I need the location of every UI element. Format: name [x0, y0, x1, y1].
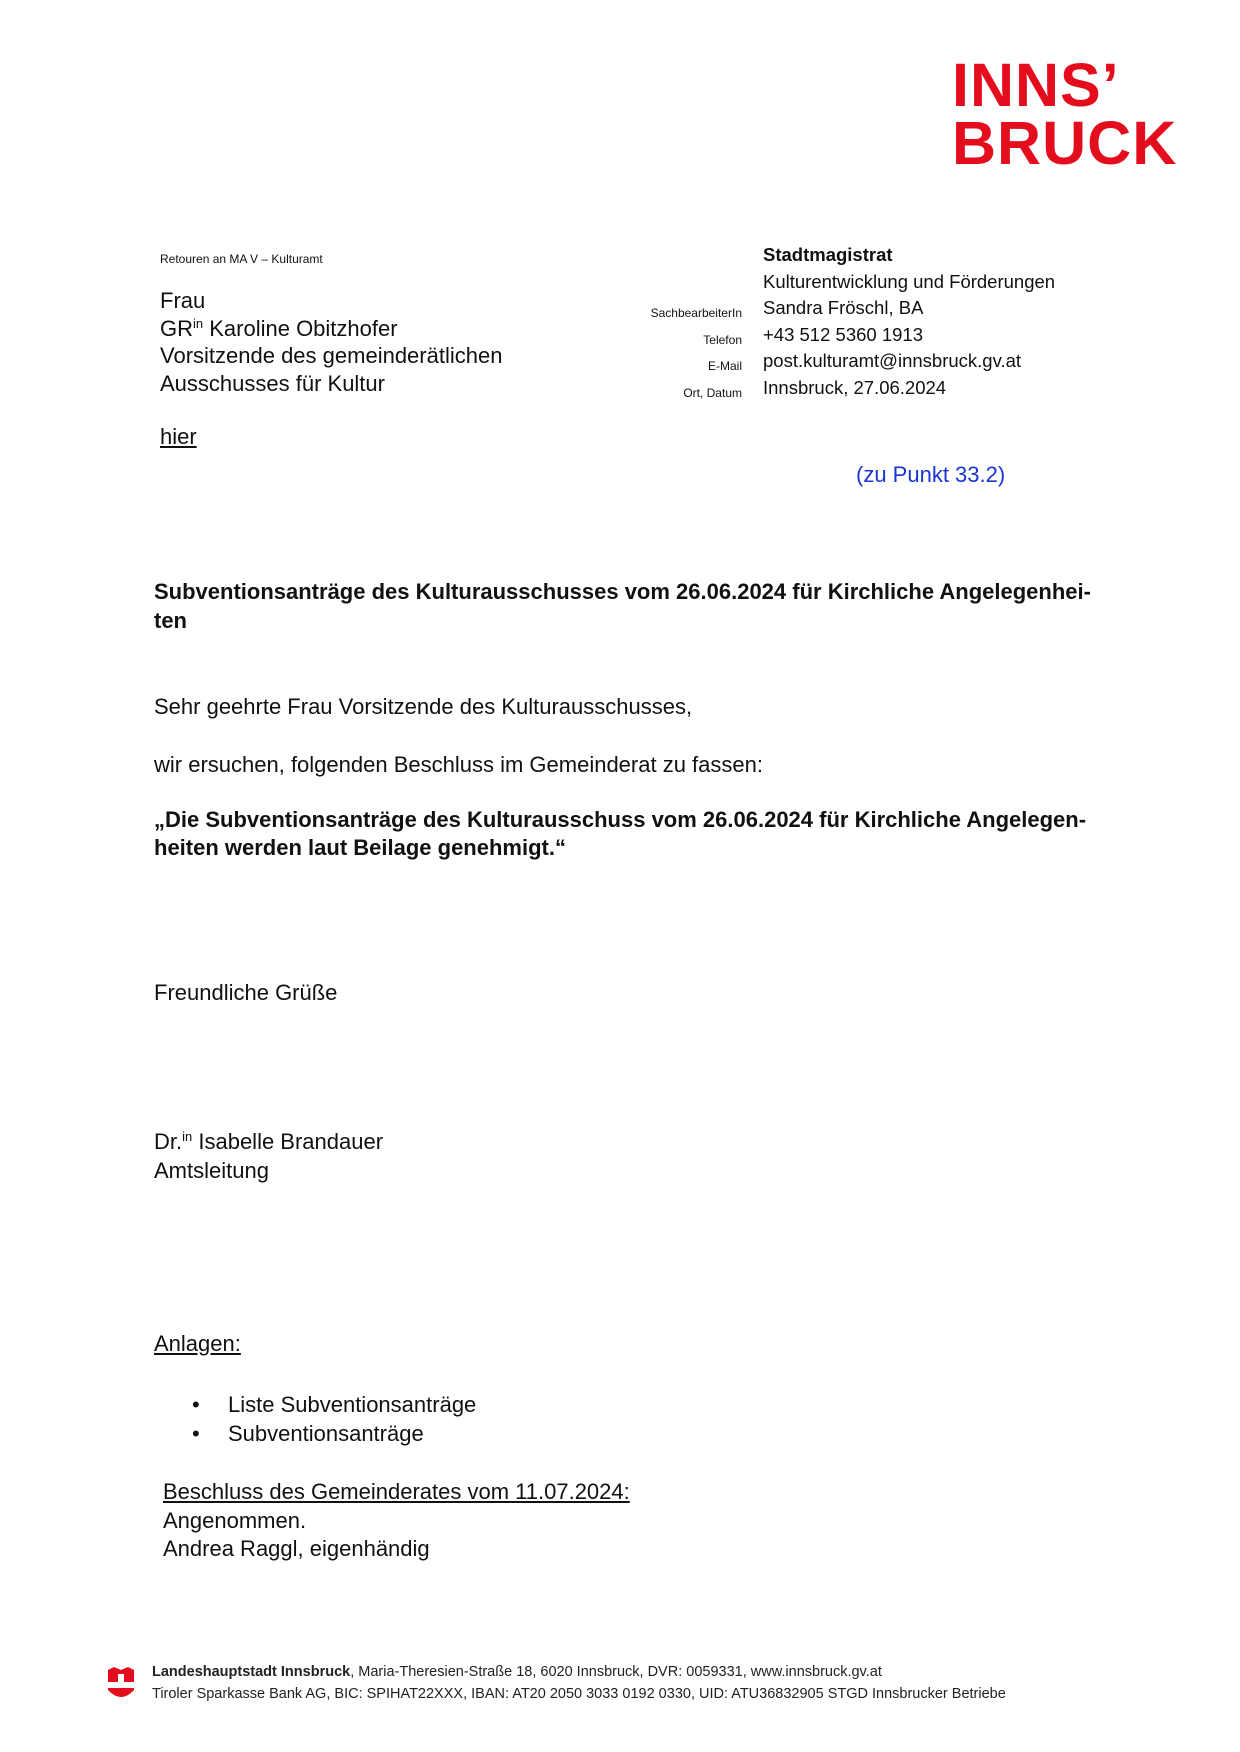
recipient-address — [160, 287, 502, 397]
recipient-name: Karoline Obitzhofer — [203, 315, 398, 341]
attachment-label: Subventionsanträge — [228, 1421, 424, 1446]
recipient-title: GR — [160, 315, 193, 341]
recipient-location: hier — [160, 424, 197, 449]
sender-place-date: Innsbruck, 27.06.2024 — [763, 376, 947, 398]
signature-role: Amtsleitung — [154, 1158, 269, 1183]
decision-result: Angenommen. — [163, 1507, 307, 1533]
recipient-name-line — [160, 315, 502, 343]
signature-name: Isabelle Brandauer — [192, 1129, 384, 1154]
recipient-title-sup: in — [193, 315, 204, 331]
resolution-quote — [154, 806, 1142, 862]
footer-line-2: Tiroler Sparkasse Bank AG, BIC: SPIHAT22XXX, IBAN: AT20 2050 3033 0192 0330, UID: ATU36832905 STGD Innsbrucker Betriebe — [152, 1686, 1006, 1702]
sender-email: post.kulturamt@innsbruck.gv.at — [763, 350, 1022, 372]
sender-info-values — [763, 242, 1055, 402]
quote-line-1: „Die Subventionsanträge des Kulturausschuss vom 26.06.2024 für Kirchliche Angelegen- — [154, 807, 1087, 832]
footer-line-1 — [152, 1661, 1006, 1683]
letter-salutation: Sehr geehrte Frau Vorsitzende des Kulturausschusses, — [154, 694, 693, 719]
closing-greeting: Freundliche Grüße — [154, 980, 338, 1005]
decision-heading: Beschluss des Gemeinderates vom 11.07.2024: — [163, 1479, 630, 1504]
footer-address: , Maria-Theresien-Straße 18, 6020 Innsbruck, DVR: 0059331, www.innsbruck.gv.at — [350, 1664, 882, 1680]
sender-phone: +43 512 5360 1913 — [763, 323, 923, 345]
decision-signed: Andrea Raggl, eigenhändig — [163, 1536, 430, 1561]
recipient-role-1: Vorsitzende des gemeinderätlichen — [160, 343, 503, 368]
logo-line-2: BRUCK — [952, 109, 1178, 177]
subject-line-1: Subventionsanträge des Kulturausschusses vom 26.06.2024 für Kirchliche Angelegenhei- — [154, 579, 1091, 604]
council-decision — [163, 1478, 630, 1564]
bullet: • — [192, 1392, 200, 1417]
sender-org: Stadtmagistrat — [763, 244, 893, 265]
signature-name-line — [154, 1127, 383, 1156]
agenda-reference: (zu Punkt 33.2) — [856, 462, 1006, 487]
signature-title: Dr. — [154, 1129, 183, 1154]
subject-line-2: ten — [154, 608, 187, 633]
page-footer — [152, 1661, 1006, 1705]
city-emblem-icon — [106, 1666, 136, 1704]
sender-clerk: Sandra Fröschl, BA — [763, 297, 924, 319]
label-email: E-Mail — [707, 359, 742, 374]
innsbruck-logo — [952, 51, 1192, 177]
list-item — [192, 1419, 476, 1448]
label-clerk: SachbearbeiterIn — [650, 306, 742, 320]
sender-department: Kulturentwicklung und Förderungen — [763, 270, 1056, 292]
bullet: • — [192, 1421, 200, 1446]
quote-line-2: heiten werden laut Beilage genehmigt.“ — [154, 835, 566, 860]
logo-line-1: INNS’ — [952, 51, 1120, 119]
label-phone: Telefon — [703, 332, 742, 347]
recipient-role-2: Ausschusses für Kultur — [160, 370, 385, 396]
attachments-list — [192, 1390, 476, 1448]
return-address: Retouren an MA V – Kulturamt — [160, 252, 323, 266]
letter-subject — [154, 577, 1134, 635]
footer-org: Landeshauptstadt Innsbruck — [152, 1664, 351, 1680]
label-place-date: Ort, Datum — [683, 385, 742, 400]
attachment-label: Liste Subventionsanträge — [228, 1392, 477, 1417]
attachments-heading: Anlagen: — [154, 1331, 241, 1356]
letter-request: wir ersuchen, folgenden Beschluss im Gemeinderat zu fassen: — [154, 752, 763, 777]
recipient-salutation: Frau — [160, 288, 206, 313]
sender-info-labels — [600, 300, 742, 406]
signature-block — [154, 1127, 383, 1185]
list-item — [192, 1390, 476, 1419]
signature-title-sup: in — [182, 1129, 193, 1144]
